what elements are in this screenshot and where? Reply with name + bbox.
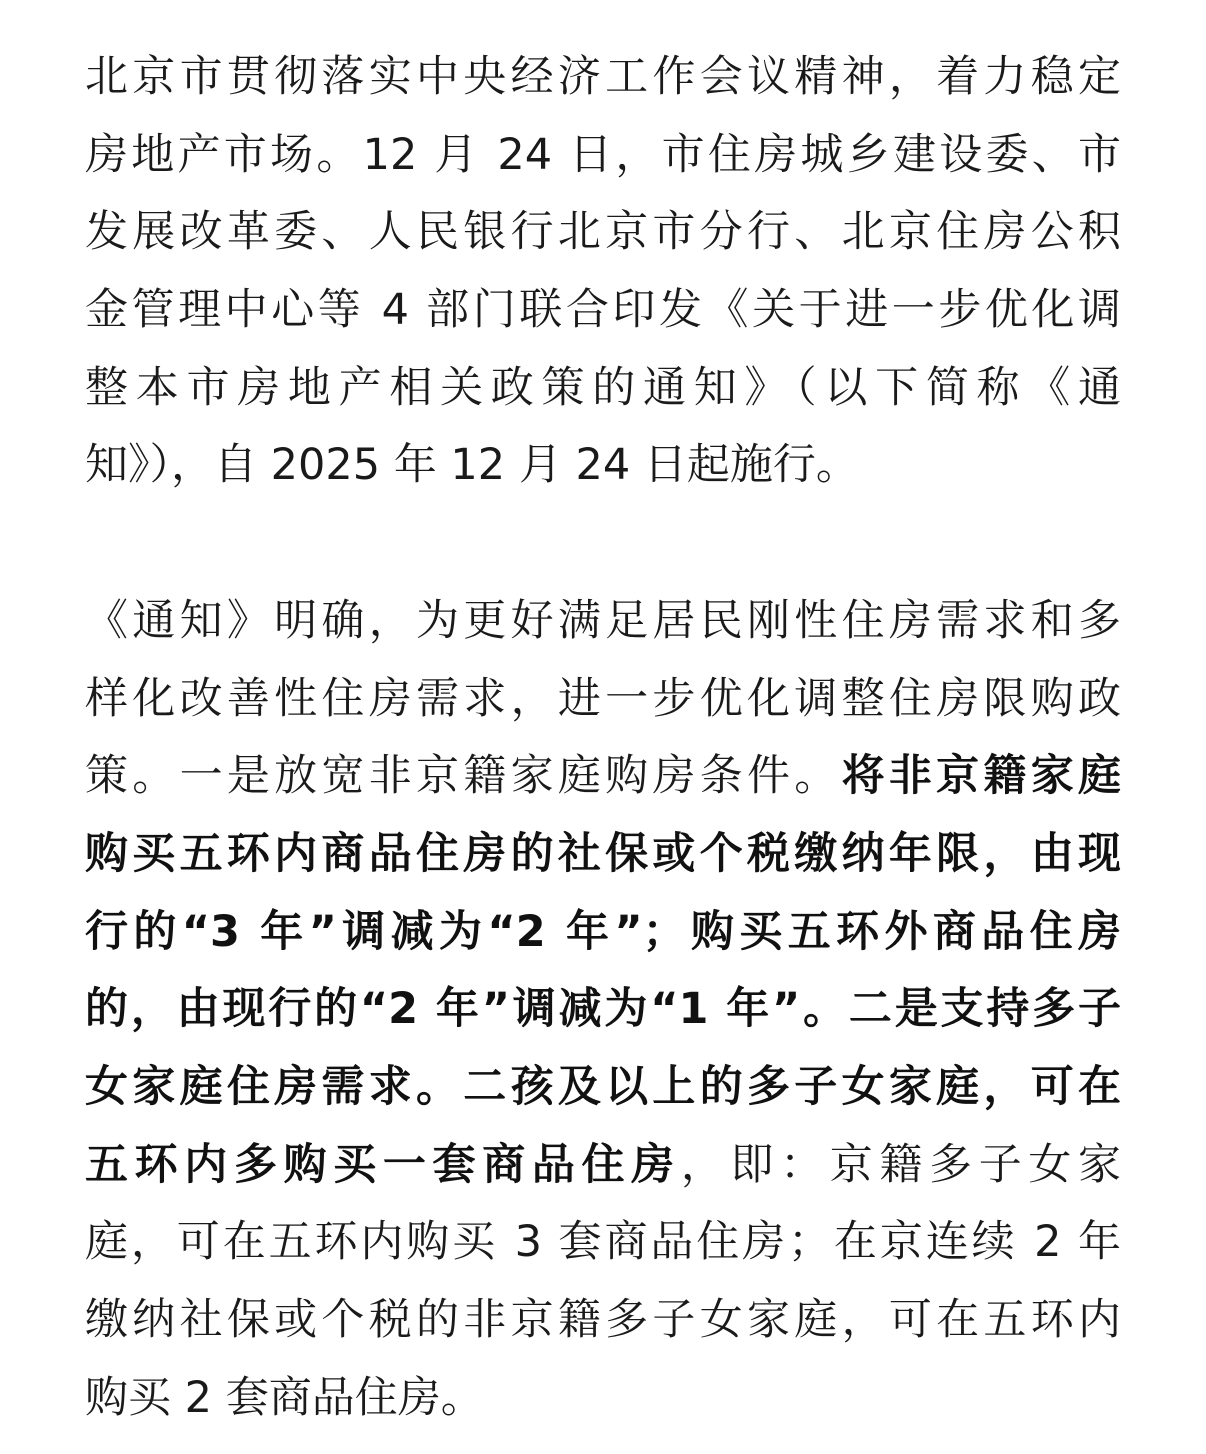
text-line: [85, 1049, 1121, 1127]
bold-text: 购买五环内商品住房的社保或个税缴纳年限，由现: [85, 828, 1121, 879]
bold-text: 女家庭住房需求。二孩及以上的多子女家庭，可在: [85, 1061, 1121, 1112]
text-line: [85, 1127, 1121, 1205]
text: 整本市房地产相关政策的通知》（以下简称《通: [85, 362, 1121, 413]
text-line: [85, 350, 1121, 428]
text: 北京市贯彻落实中央经济工作会议精神，着力稳定: [85, 52, 1121, 102]
bold-text: 五环内多购买一套商品住房: [85, 1139, 681, 1190]
bold-text: 将非京籍家庭: [841, 751, 1122, 802]
text-line: [85, 1204, 1121, 1282]
text: ，即：京籍多子女家: [680, 1139, 1122, 1190]
text-line: [85, 583, 1121, 661]
text-line: [85, 39, 1121, 117]
paragraph-gap: [85, 505, 1121, 583]
text-line: [85, 117, 1121, 195]
text: 房地产市场。12 月 24 日，市住房城乡建设委、市: [85, 129, 1121, 180]
text-line: [85, 971, 1121, 1049]
text: 《通知》明确，为更好满足居民刚性住房需求和多: [85, 595, 1121, 646]
bold-text: 行的“3 年”调减为“2 年”；购买五环外商品住房: [85, 906, 1121, 957]
text: 样化改善性住房需求，进一步优化调整住房限购政: [85, 673, 1121, 724]
text-line: [85, 738, 1121, 816]
text: 知》），自 2025 年 12 月 24 日起施行。: [85, 440, 859, 491]
text-line: [85, 272, 1121, 350]
text-line: [85, 661, 1121, 739]
text-line: [85, 194, 1121, 272]
text: 策。一是放宽非京籍家庭购房条件。: [85, 751, 842, 802]
text: 金管理中心等 4 部门联合印发《关于进一步优化调: [85, 285, 1121, 336]
text: 缴纳社保或个税的非京籍多子女家庭，可在五环内: [85, 1295, 1121, 1345]
text: 购买 2 套商品住房。: [85, 1372, 484, 1423]
paragraph: [85, 39, 1121, 505]
text-line: [85, 427, 1121, 505]
text: 庭，可在五环内购买 3 套商品住房；在京连续 2 年: [85, 1217, 1121, 1268]
text-line: [85, 1282, 1121, 1360]
bold-text: 的，由现行的“2 年”调减为“1 年”。二是支持多子: [85, 984, 1121, 1035]
paragraph: [85, 583, 1121, 1438]
text-line: [85, 816, 1121, 894]
text: 发展改革委、人民银行北京市分行、北京住房公积: [85, 207, 1121, 258]
text-line: [85, 1360, 1121, 1438]
text-line: [85, 894, 1121, 972]
article-body: [85, 39, 1121, 1437]
